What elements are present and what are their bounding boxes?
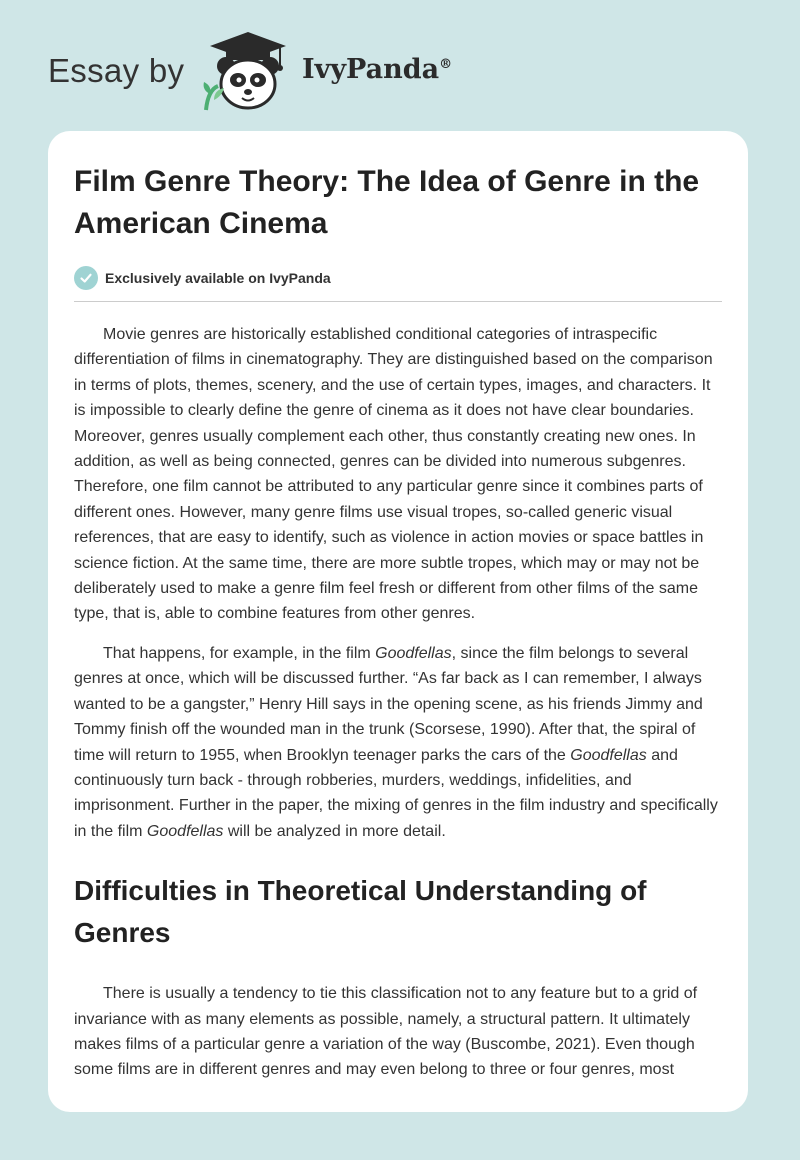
- film-title: Goodfellas: [570, 746, 647, 764]
- exclusive-label: Exclusively available on IvyPanda: [105, 270, 331, 286]
- site-header: [0, 0, 800, 130]
- film-title: Goodfellas: [146, 822, 224, 840]
- divider: [74, 301, 722, 302]
- film-title: Goodfellas: [375, 644, 452, 662]
- exclusive-badge: [74, 265, 722, 291]
- section-heading: Difficulties in Theoretical Understanding of Genres: [74, 875, 647, 949]
- essay-by-label: Essay by: [48, 52, 185, 89]
- brand-name[interactable]: IvyPanda®: [302, 54, 453, 85]
- article-card: [48, 131, 748, 1112]
- paragraph-2: That happens, for example, in the film Goodfellas, since the film belongs to several genres at once, which will be discussed further. “As far back as I can remember, I always wanted to be a gangster,” Henry Hill says in the opening scene, as his friends Jimmy and Tommy finish off the wounded man in the trunk (Scorsese, 1990). After that, the spiral of time will return to 1955, when Brooklyn teenager parks the cars of the Goodfellas and continuously turn back - through robberies, murders, weddings, infidelities, and imprisonment. Further in the paper, the mixing of genres in the film industry and specifically in the film Goodfellas will be analyzed in more detail.: [74, 644, 718, 840]
- panda-graduate-icon[interactable]: [200, 30, 296, 112]
- paragraph-1: Movie genres are historically established conditional categories of intraspecific differentiation of films in cinematography. They are distinguished based on the comparison in terms of plots, themes, scenery, and the use of certain types, images, and characters. It is impossible to clearly define the genre of cinema as it does not have clear boundaries. Moreover, genres usually complement each other, thus constantly creating new ones. In addition, as well as being connected, genres can be divided into numerous subgenres. Therefore, one film cannot be attributed to any particular genre since it combines parts of different ones. However, many genre films use visual tropes, so-called generic visual references, that are easy to identify, such as violence in action movies or space battles in science fiction. At the same time, there are more subtle tropes, which may or may not be deliberately used to make a genre film feel fresh or different from other films of the same type, that is, able to combine features from other genres.: [74, 326, 713, 623]
- article-title: Film Genre Theory: The Idea of Genre in the American Cinema: [74, 165, 700, 240]
- check-icon: [74, 266, 98, 290]
- paragraph-3: There is usually a tendency to tie this classification not to any feature but to a grid of invariance with as many elements as possible, namely, a structural pattern. It ultimately makes films of a particular genre a variation of the way (Buscombe, 2021). Even though some films are in different genres and may even belong to three or four genres, most: [74, 985, 698, 1079]
